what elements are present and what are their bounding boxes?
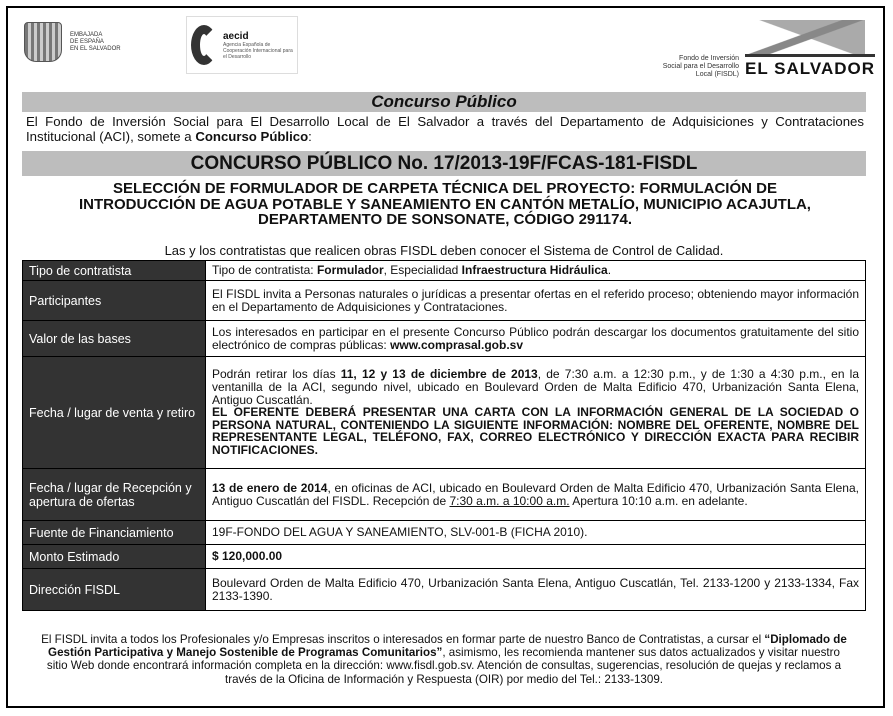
row-value: 19F-FONDO DEL AGUA Y SANEAMIENTO, SLV-001-B (FICHA 2010).: [206, 521, 866, 545]
aecid-logo: [186, 16, 298, 74]
footer-text: , asimismo, les recomienda mantener sus datos actualizados y visitar nuestro sitio Web donde encontrará información completa en la dirección: www.fisdl.gob.sv. Atención de consultas, sugerencias, resolución de quejas y reclamos a través de la Oficina de Información y Respuesta (OIR) por medio del Tel.: 2133-1309.: [46, 646, 842, 686]
text: , de 7:30 a.m. a 12:30 p.m., y de 1:30 a 4:30 p.m., en la ventanilla de la ACI, segundo nivel, ubicado en Boulevard Orden de Malta Edificio 470, Urbanización Santa Elena, Antiguo Cuscatlán.: [212, 367, 860, 407]
row-value: [206, 261, 866, 281]
intro-text: El Fondo de Inversión Social para El Desarrollo Local de El Salvador a través del Departamento de Adquisiciones y Contrataciones Institucional (ACI), somete a: [26, 114, 864, 144]
text: Podrán retirar los días: [212, 367, 341, 382]
table-row: [23, 281, 866, 321]
row-value: Boulevard Orden de Malta Edificio 470, Urbanización Santa Elena, Antiguo Cuscatlán, Tel. 2133-1200 y 2133-1334, Fax 2133-1390.: [206, 569, 866, 611]
aecid-c-icon: [191, 25, 217, 65]
embassy-line: DE ESPAÑA: [70, 38, 104, 45]
embassy-line: EN EL SALVADOR: [70, 45, 121, 52]
row-value: [206, 357, 866, 469]
footer-text: El FISDL invita a todos los Profesionales y/o Empresas inscritos o interesados en formar parte de nuestro Banco de Contratistas, a cursar el: [41, 633, 765, 646]
quality-note: Las y los contratistas que realicen obras FISDL deben conocer el Sistema de Control de Calidad.: [164, 243, 724, 258]
row-label: Valor de las bases: [23, 321, 206, 357]
aecid-subtitle: Agencia Española de Cooperación Internacional para el Desarrollo: [223, 41, 293, 60]
row-value: [206, 469, 866, 521]
text: , Especialidad: [383, 263, 462, 278]
text: .: [607, 263, 612, 278]
row-label: Monto Estimado: [23, 545, 206, 569]
row-label: Fuente de Financiamiento: [23, 521, 206, 545]
row-label: Dirección FISDL: [23, 569, 206, 611]
table-row: [23, 569, 866, 611]
fisdl-line: Social para el Desarrollo: [662, 63, 739, 70]
text: , en oficinas de ACI, ubicado en Boulevard Orden de Malta Edificio 470, Urbanización Santa Elena, Antiguo Cuscatlán del FISDL. Recepción de: [212, 480, 859, 508]
fisdl-line: Fondo de Inversión: [679, 55, 739, 62]
table-row: [23, 545, 866, 569]
embassy-line: EMBAJADA: [70, 31, 103, 38]
diploma-name: “Diplomado de Gestión Participativa y Manejo Sostenible de Programas Comunitarios”: [48, 633, 847, 660]
comprasal-link[interactable]: www.comprasal.gob.sv: [390, 337, 524, 352]
row-value: [206, 321, 866, 357]
page-title: Concurso Público: [22, 92, 866, 112]
volcano-icon: [745, 20, 865, 54]
row-label: Tipo de contratista: [23, 261, 206, 281]
details-table: [22, 260, 866, 611]
spain-crest-icon: [24, 22, 62, 62]
fisdl-line: Local (FISDL): [695, 71, 739, 78]
aecid-name: aecid: [223, 30, 249, 42]
specialty: Infraestructura Hidráulica: [461, 263, 608, 278]
text: Tipo de contratista:: [212, 263, 317, 278]
row-label: Fecha / lugar de Recepción y apertura de ofertas: [23, 469, 206, 521]
reception-date: 13 de enero de 2014: [212, 480, 328, 495]
table-row: [23, 469, 866, 521]
estimated-amount: $ 120,000.00: [212, 549, 283, 564]
country-name: EL SALVADOR: [745, 54, 875, 79]
text: Los interesados en participar en el presente Concurso Público podrán descargar los documentos gratuitamente del sitio electrónico de compras públicas:: [212, 324, 859, 352]
reception-hours: 7:30 a.m. a 10:00 a.m.: [449, 493, 570, 508]
table-row: [23, 521, 866, 545]
intro-paragraph: [26, 114, 864, 144]
table-row: [23, 357, 866, 469]
table-row: [23, 321, 866, 357]
table-row: [23, 261, 866, 281]
contractor-type: Formulador: [316, 263, 384, 278]
row-value: [206, 545, 866, 569]
row-label: Participantes: [23, 281, 206, 321]
footer-note: [40, 633, 848, 686]
contest-number: CONCURSO PÚBLICO No. 17/2013-19F/FCAS-181-FISDL: [22, 151, 866, 176]
text: Apertura 10:10 a.m. en adelante.: [569, 493, 748, 508]
row-value: El FISDL invita a Personas naturales o jurídicas a presentar ofertas en el referido proceso; obteniendo mayor información en el Departamento de Adquisiciones y Contrataciones.: [206, 281, 866, 321]
intro-end: :: [308, 129, 312, 144]
sale-dates: 11, 12 y 13 de diciembre de 2013: [340, 367, 538, 382]
embassy-logo: [24, 22, 140, 62]
contest-subject: SELECCIÓN DE FORMULADOR DE CARPETA TÉCNICA DEL PROYECTO: FORMULACIÓN DE INTRODUCCIÓN DE AGUA POTABLE Y SANEAMIENTO EN CANTÓN METALÍO, MUNICIPIO ACAJUTLA, DEPARTAMENTO DE SONSONATE, CÓDIGO 291174.: [79, 180, 811, 228]
intro-bold: Concurso Público: [195, 129, 309, 144]
row-label: Fecha / lugar de venta y retiro: [23, 357, 206, 469]
offer-requirement: EL OFERENTE DEBERÁ PRESENTAR UNA CARTA CON LA INFORMACIÓN GENERAL DE LA SOCIEDAD O PERSONA NATURAL, CONTENIENDO LA SIGUIENTE INFORMACIÓN: NOMBRE DEL OFERENTE, NOMBRE DEL REPRESENTANTE LEGAL, TELÉFONO, FAX, CORREO ELECTRÓNICO Y DIRECCIÓN EXACTA PARA RECIBIR NOTIFICACIONES.: [212, 405, 859, 457]
fisdl-logo: [663, 20, 875, 79]
